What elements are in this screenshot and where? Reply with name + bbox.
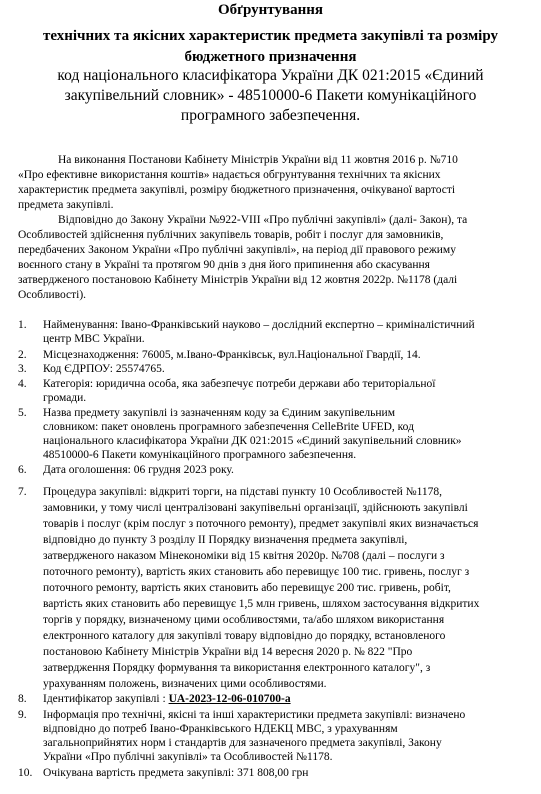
item-text-line: словником: пакет оновлень програмного забезпечення CelleBrite UFED, код	[43, 421, 414, 433]
code-line-2: закупівельний словник» - 48510000-6 Пакети комунікаційного	[64, 87, 477, 104]
item-text-line: центр МВС України.	[43, 333, 145, 345]
text-line: передбачених Законом України «Про публічні закупівлі», на період дії правового режиму	[18, 244, 456, 256]
item-text-line: 48510000-6 Пакети комунікаційного програмного забезпечення.	[43, 449, 357, 461]
text-line: предмета закупівлі.	[18, 199, 114, 211]
text-line: Особливостей здійснення публічних закупівель товарів, робіт і послуг для замовників,	[18, 229, 444, 241]
item-text-line: Очікувана вартість предмета закупівлі: 371 808,00 грн	[43, 767, 309, 779]
item-number: 5.	[18, 407, 27, 419]
item-text-line: Процедура закупівлі: відкриті торги, на підставі пункту 10 Особливостей №1178,	[43, 486, 443, 498]
item-number: 10.	[18, 767, 33, 779]
item-text-line: громади.	[43, 392, 87, 404]
item-text-line: Найменування: Івано-Франківський науково – дослідний експертно – криміналістичний	[43, 319, 475, 331]
item-text-line: України «Про публічні закупівлі» та Особливостей №1178.	[43, 751, 333, 763]
item-text-line: електронного каталогу для закупівлі товару відповідно до порядку, встановленого	[43, 630, 446, 642]
item-number: 3.	[18, 363, 27, 375]
text-line: На виконання Постанови Кабінету Міністрів України від 11 жовтня 2016 р. №710	[58, 154, 458, 166]
item-text-line: Дата оголошення: 06 грудня 2023 року.	[43, 464, 234, 476]
item-text-line: замовники, у тому числі централізовані закупівельні організації, здійснюють закупівлі	[43, 502, 468, 514]
item-number: 1.	[18, 319, 27, 331]
heading-line-1: технічних та якісних характеристик предмета закупівлі та розміру	[42, 28, 498, 44]
item-number: 4.	[18, 378, 27, 390]
item-number: 2.	[18, 349, 27, 361]
item-number: 7.	[18, 486, 27, 498]
text-line: воєнного стану в Україні та протягом 90 днів з дня його припинення або скасування	[18, 259, 430, 271]
code-line-3: програмного забезпечення.	[180, 107, 361, 124]
item-text-line: загальноприйнятих норм і стандартів для зазначеного предмета закупівлі, Закону	[43, 737, 442, 749]
code-line-1: код національного класифікатора України ДК 021:2015 «Єдиний	[57, 67, 484, 84]
item-text-line: Інформація про технічні, якісні та інші характеристики предмета закупівлі: визначено	[43, 709, 466, 721]
text-line: Відповідно до Закону України №922-VIII «Про публічні закупівлі» (далі- Закон), та	[58, 214, 468, 226]
item-text-line: вартість яких становить або перевищує 1,5 млн гривень, шляхом застосування відкритих	[43, 598, 480, 610]
item-number: 9.	[18, 709, 27, 721]
document-title: Обґрунтування	[218, 2, 323, 18]
item-number: 6.	[18, 464, 27, 476]
item-text-line: відповідно до пункту 3 розділу ІІ Порядку визначення предмета закупівлі,	[43, 534, 408, 546]
procurement-id-label: Ідентифікатор закупівлі :	[43, 693, 169, 705]
item-text-line: відповідно до потреб Івано-Франківського НДЕКЦ МВС, з урахуванням	[43, 723, 398, 735]
procurement-id-value: UA-2023-12-06-010700-a	[168, 693, 291, 705]
text-line: «Про ефективне використання коштів» надається обгрунтування технічних та якісних	[18, 169, 441, 181]
item-text-line: Код ЄДРПОУ: 25574765.	[43, 363, 165, 375]
text-line: затвердженого постановою Кабінету Міністрів України від 12 жовтня 2022р. №1178 (далі	[18, 274, 458, 286]
item-text-line: Місцезнаходження: 76005, м.Івано-Франківськ, вул.Національної Гвардії, 14.	[43, 349, 421, 361]
item-text-line: товарів і послуг (крім послуг з поточного ремонту), предмет закупівлі яких визначається	[43, 518, 479, 530]
heading-line-2: бюджетного призначення	[184, 49, 357, 65]
text-line: характеристик предмета закупівлі, розміру бюджетного призначення, очікуваної вартості	[18, 184, 456, 196]
item-text-line: Категорія: юридична особа, яка забезпечує потреби держави або територіальної	[43, 378, 436, 390]
item-text-line: Назва предмету закупівлі із зазначенням коду за Єдиним закупівельним	[43, 407, 395, 419]
item-text-line: торгів у порядку, визначеному цими особливостями, та/або шляхом використання	[43, 614, 445, 626]
item-text-line: урахуванням положень, визначених цими особливостями.	[43, 678, 327, 690]
item-text-line: національного класифікатора України ДК 021:2015 «Єдиний закупівельний словник»	[43, 435, 462, 447]
item-number: 8.	[18, 693, 27, 705]
item-text-line: постановою Кабінету Міністрів України від 14 вересня 2020 р. № 822 "Про	[43, 646, 413, 658]
item-text-line: затвердження Порядку формування та використання електронного каталогу", з	[43, 662, 431, 674]
item-text-line: затвердженого наказом Мінекономіки від 15 квітня 2020р. №708 (далі – послуги з	[43, 550, 445, 562]
procurement-id-line	[43, 692, 291, 707]
text-line: Особливості).	[18, 289, 87, 301]
item-text-line: поточного ремонту, вартість яких становить або перевищує 200 тис. гривень, робіт,	[43, 582, 451, 594]
item-text-line: поточного ремонту), вартість яких становить або перевищує 100 тис. гривень, послуг з	[43, 566, 470, 578]
